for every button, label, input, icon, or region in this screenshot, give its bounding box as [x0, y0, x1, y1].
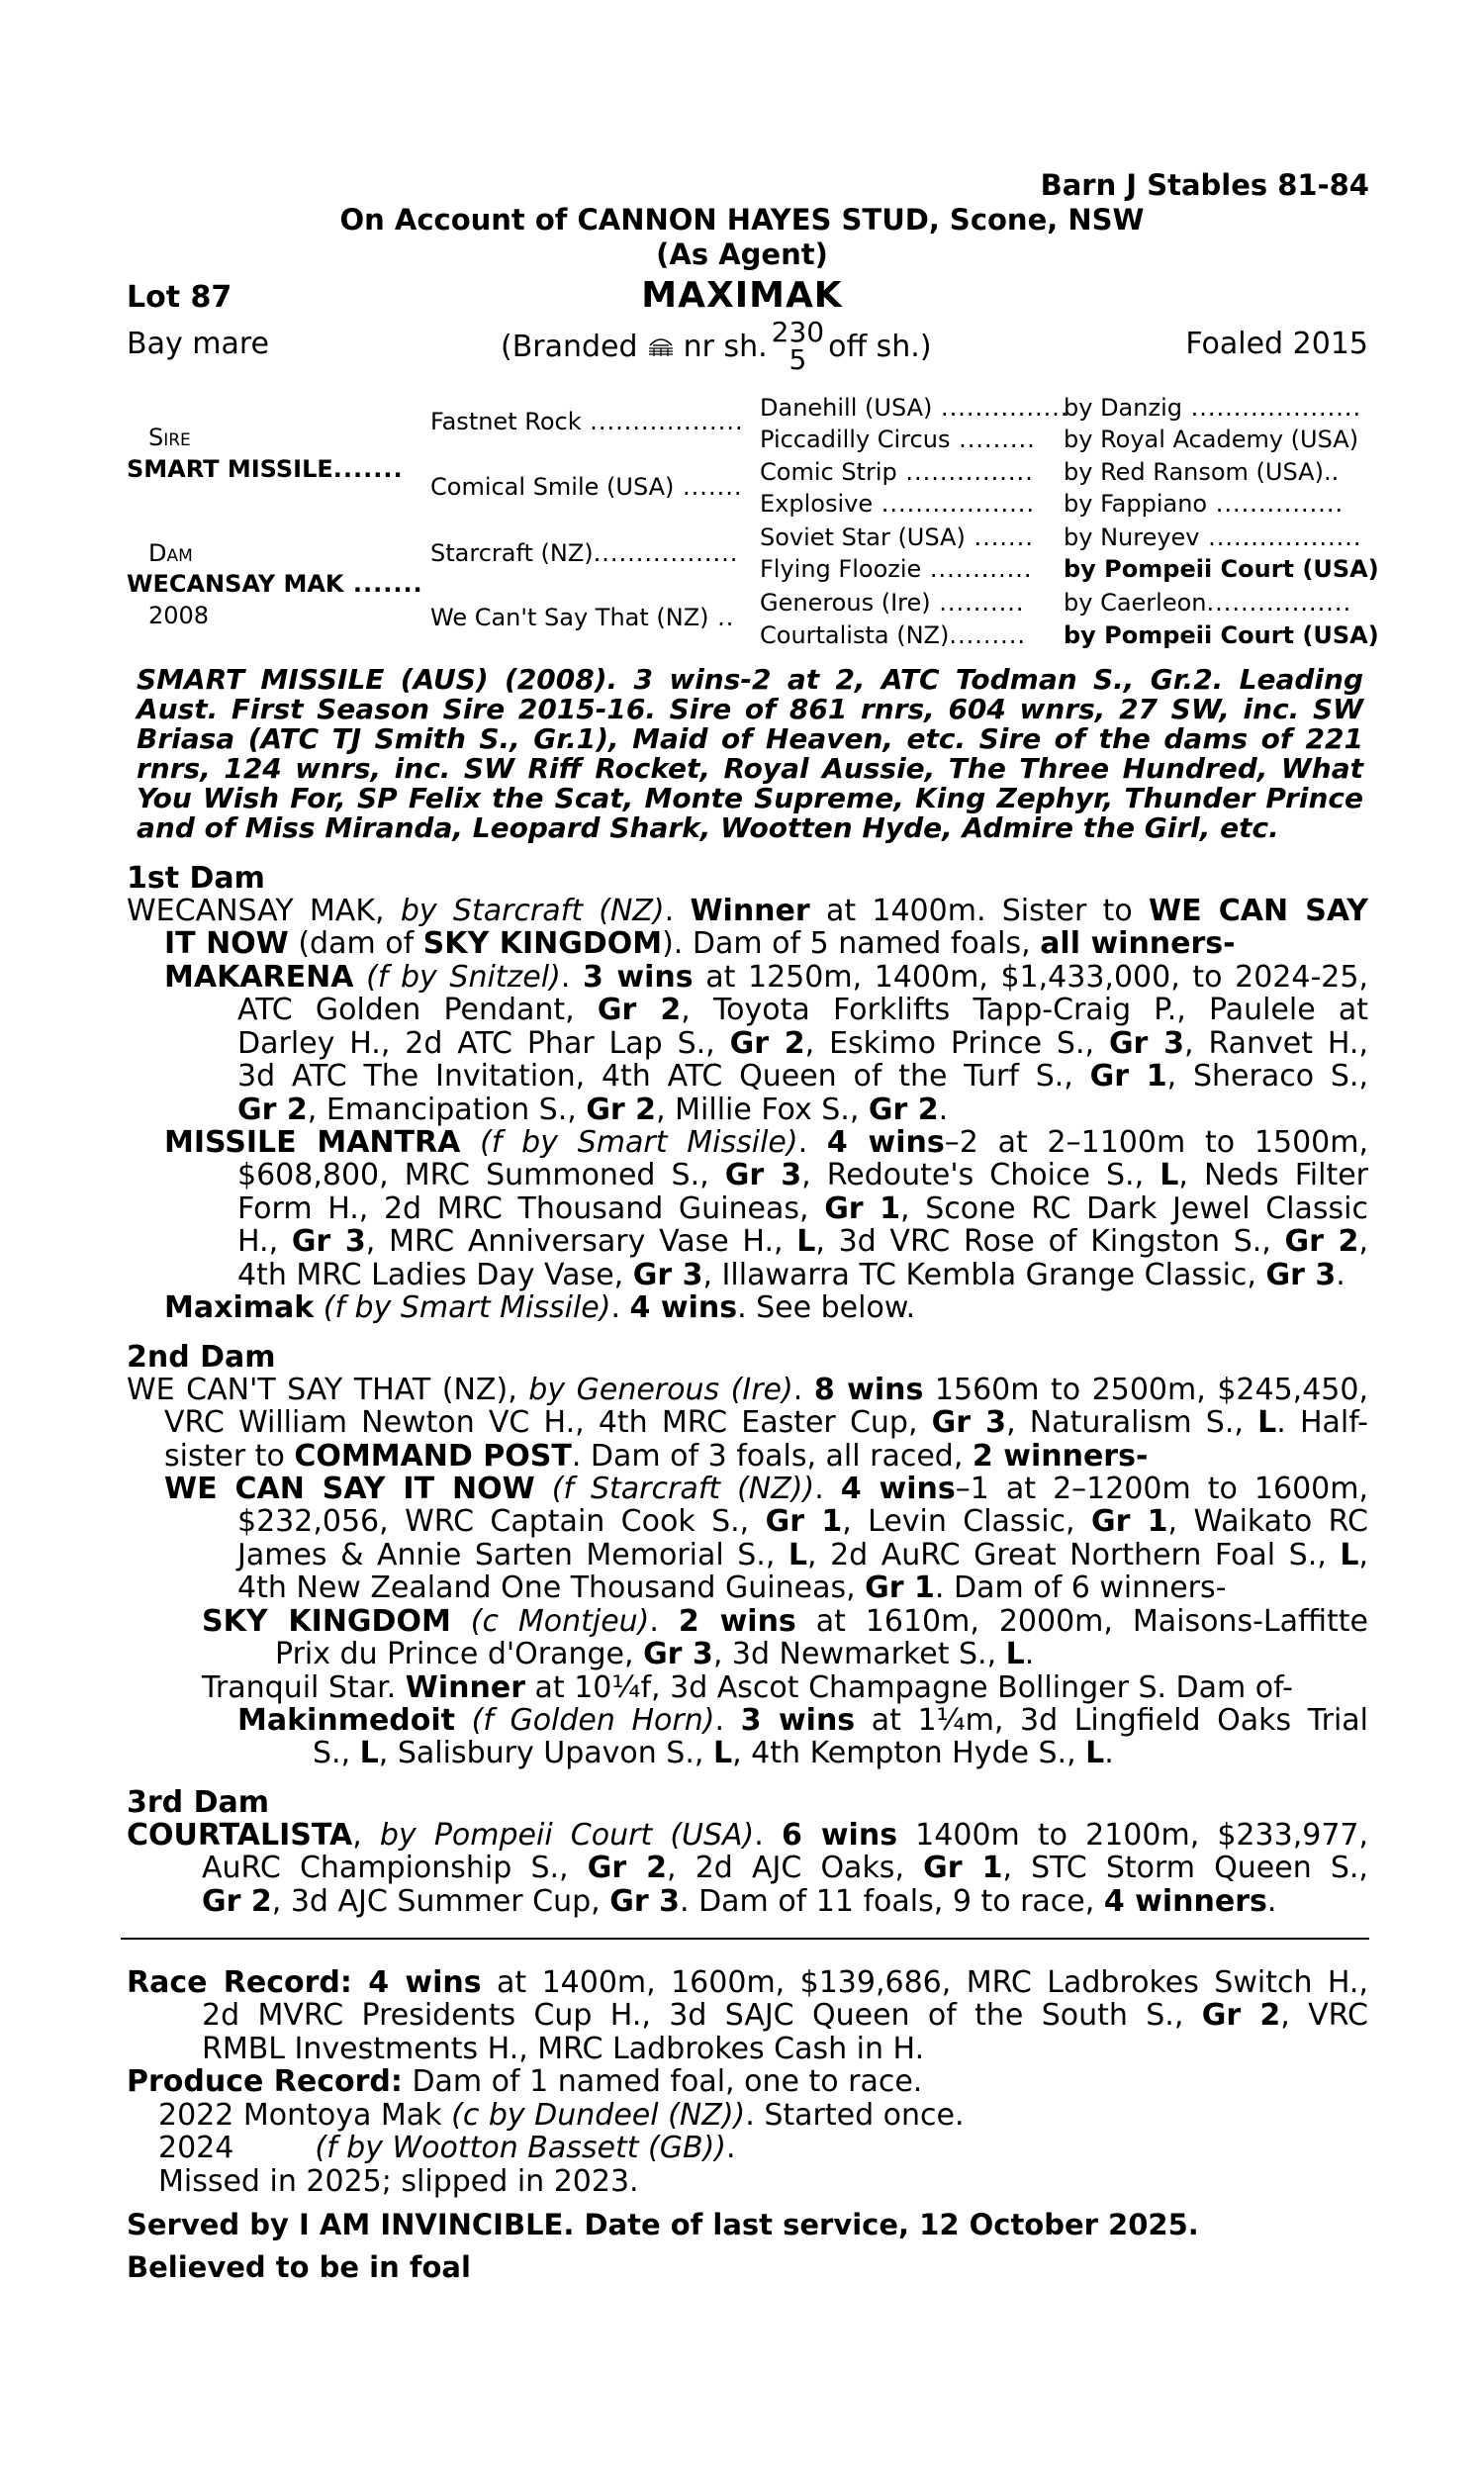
sire-summary [137, 665, 1363, 843]
brand-bottom: 5 [788, 343, 807, 376]
horse-name: MAXIMAK [641, 275, 843, 316]
lot-number: Lot 87 [127, 280, 232, 315]
race-record: Race Record: 4 wins at 1400m, 1600m, $139,686, MRC Ladbrokes Switch H., [127, 1965, 1368, 2000]
second-dam-heading: 2nd Dam [127, 1340, 276, 1375]
progeny-makinmedoit-detail: S., L, Salisbury Upavon S., L, 4th Kempton Hyde S., L. [313, 1736, 1114, 1770]
vendor-account: On Account of CANNON HAYES STUD, Scone, NSW [339, 203, 1145, 237]
sire-summary-line: Briasa (ATC TJ Smith S., Gr.1), Maid of Heaven, etc. Sire of the dams of 221 [137, 722, 1363, 755]
brand-fraction [771, 316, 825, 376]
progeny-maximak: Maximak (f by Smart Missile). 4 wins. See below. [164, 1290, 916, 1325]
second-dam-intro-cont: VRC William Newton VC H., 4th MRC Easter Cup, Gr 3, Naturalism S., L. Half- sister to COMMAND POST. Dam of 3 foals, all raced, 2 winners- [164, 1405, 1368, 1474]
dam-year: 2008 [148, 602, 210, 629]
second-dam-intro: WE CAN'T SAY THAT (NZ), by Generous (Ire). 8 wins 1560m to 2500m, $245,450, [127, 1373, 1369, 1407]
third-dam-intro: COURTALISTA, by Pompeii Court (USA). 6 wins 1400m to 2100m, $233,977, [127, 1818, 1369, 1853]
progeny-makinmedoit: Makinmedoit (f Golden Horn). 3 wins at 1¼m, 3d Lingfield Oaks Trial [237, 1703, 1368, 1738]
sire-name: SMART MISSILE....... [127, 455, 404, 483]
foaled-year: Foaled 2015 [1185, 327, 1368, 361]
progeny-missile-mantra-detail: $608,800, MRC Summoned S., Gr 3, Redoute's Choice S., L, Neds Filter Form H., 2d MRC Thousand Guineas, Gr 1, Scone RC Dark Jewel Classic H., Gr 3, MRC Anniversary Vase H., L, 3d VRC Rose of Kingston S., Gr 2, 4th MRC Ladies Day Vase, Gr 3, Illawarra TC Kembla Grange Classic, Gr 3. [237, 1158, 1368, 1292]
gg-by: by Pompeii Court (USA) [1064, 621, 1379, 649]
believed-in-foal: Believed to be in foal [127, 2250, 471, 2284]
gg-name: Courtalista (NZ)......... [760, 621, 1027, 649]
gg-name: Flying Floozie ............ [760, 555, 1033, 583]
gg-name: Danehill (USA) ............... [760, 394, 1069, 422]
agent-note: (As Agent) [656, 238, 828, 271]
sire-label: Sire [148, 424, 191, 451]
brand-prefix: (Branded [501, 329, 638, 364]
sire-summary-line: and of Miss Miranda, Leopard Shark, Wootten Hyde, Admire the Girl, etc. [137, 811, 1279, 844]
dam-label: Dam [148, 539, 193, 567]
gg-by: by Royal Academy (USA) [1064, 426, 1359, 453]
brand-info [501, 307, 932, 386]
grandsire: Fastnet Rock .................. [430, 408, 744, 435]
brand-mark-icon [644, 335, 678, 357]
gg-name: Generous (Ire) .......... [760, 589, 1025, 617]
gg-name: Soviet Star (USA) ....... [760, 523, 1034, 551]
race-record-detail: 2d MVRC Presidents Cup H., 3d SAJC Queen of the South S., Gr 2, VRC RMBL Investments H., MRC Ladbrokes Cash in H. [202, 1998, 1368, 2066]
sire-summary-line: Aust. First Season Sire 2015-16. Sire of 861 rnrs, 604 wnrs, 27 SW, inc. SW [137, 693, 1363, 725]
sire-summary-line: rnrs, 124 wnrs, inc. SW Riff Rocket, Royal Aussie, The Three Hundred, What [137, 752, 1363, 785]
progeny-makarena: MAKARENA (f by Snitzel). 3 wins at 1250m, 1400m, $1,433,000, to 2024-25, [164, 960, 1369, 995]
gg-by: by Fappiano ............... [1064, 490, 1345, 518]
progeny-we-can-say-it-now-detail: $232,056, WRC Captain Cook S., Gr 1, Levin Classic, Gr 1, Waikato RC James & Annie Sarten Memorial S., L, 2d AuRC Great Northern Foal S., L, 4th New Zealand One Thousand Guineas, Gr 1. Dam of 6 winners- [237, 1504, 1368, 1605]
progeny-we-can-say-it-now: WE CAN SAY IT NOW (f Starcraft (NZ)). 4 wins–1 at 2–1200m to 1600m, [164, 1472, 1368, 1506]
granddam-dam-side: We Can't Say That (NZ) .. [430, 604, 735, 631]
grandsire-dam-side: Starcraft (NZ)................. [430, 539, 739, 567]
gg-name: Explosive .................. [760, 490, 1036, 518]
produce-foal-2024: 2024 (f by Wootton Bassett (GB)). [158, 2131, 736, 2165]
brand-top: 230 [771, 316, 825, 348]
barn-location: Barn J Stables 81-84 [1040, 168, 1369, 202]
brand-suffix: off sh.) [828, 329, 932, 364]
first-dam-intro-cont: IT NOW (dam of SKY KINGDOM). Dam of 5 named foals, all winners- [164, 926, 1236, 961]
gg-by: by Caerleon................. [1064, 589, 1352, 617]
third-dam-detail: AuRC Championship S., Gr 2, 2d AJC Oaks, Gr 1, STC Storm Queen S., Gr 2, 3d AJC Summer Cup, Gr 3. Dam of 11 foals, 9 to race, 4 winners. [202, 1851, 1368, 1919]
granddam-sire-side: Comical Smile (USA) ....... [430, 473, 743, 501]
served-by: Served by I AM INVINCIBLE. Date of last service, 12 October 2025. [127, 2208, 1199, 2241]
first-dam-heading: 1st Dam [127, 861, 265, 896]
gg-by: by Danzig .................... [1064, 394, 1362, 422]
horse-description: Bay mare [127, 327, 269, 361]
progeny-tranquil-star: Tranquil Star. Winner at 10¼f, 3d Ascot Champagne Bollinger S. Dam of- [202, 1670, 1293, 1705]
divider [121, 1938, 1369, 1940]
gg-name: Comic Strip ............... [760, 458, 1034, 486]
gg-by: by Red Ransom (USA).. [1064, 458, 1340, 486]
produce-missed: Missed in 2025; slipped in 2023. [158, 2164, 639, 2199]
gg-by: by Pompeii Court (USA) [1064, 555, 1379, 583]
progeny-sky-kingdom-detail: Prix du Prince d'Orange, Gr 3, 3d Newmarket S., L. [275, 1637, 1035, 1671]
brand-mid: nr sh. [683, 329, 768, 364]
produce-record: Produce Record: Dam of 1 named foal, one to race. [127, 2064, 923, 2099]
third-dam-heading: 3rd Dam [127, 1785, 269, 1820]
produce-foal-2022: 2022 Montoya Mak (c by Dundeel (NZ)). Started once. [158, 2098, 965, 2133]
gg-name: Piccadilly Circus ......... [760, 426, 1036, 453]
progeny-sky-kingdom: SKY KINGDOM (c Montjeu). 2 wins at 1610m, 2000m, Maisons-Laffitte [202, 1604, 1368, 1639]
sire-summary-line: SMART MISSILE (AUS) (2008). 3 wins-2 at 2, ATC Todman S., Gr.2. Leading [137, 663, 1363, 696]
dam-name: WECANSAY MAK ....... [127, 570, 423, 598]
first-dam-intro: WECANSAY MAK, by Starcraft (NZ). Winner at 1400m. Sister to WE CAN SAY [127, 894, 1368, 928]
progeny-makarena-detail: ATC Golden Pendant, Gr 2, Toyota Forklifts Tapp-Craig P., Paulele at Darley H., 2d ATC Phar Lap S., Gr 2, Eskimo Prince S., Gr 3, Ranvet H., 3d ATC The Invitation, 4th ATC Queen of the Turf S., Gr 1, Sheraco S., Gr 2, Emancipation S., Gr 2, Millie Fox S., Gr 2. [237, 993, 1368, 1127]
sire-summary-line: You Wish For, SP Felix the Scat, Monte Supreme, King Zephyr, Thunder Prince [137, 782, 1363, 814]
gg-by: by Nureyev .................. [1064, 523, 1362, 551]
progeny-missile-mantra: MISSILE MANTRA (f by Smart Missile). 4 wins–2 at 2–1100m to 1500m, [164, 1125, 1368, 1160]
